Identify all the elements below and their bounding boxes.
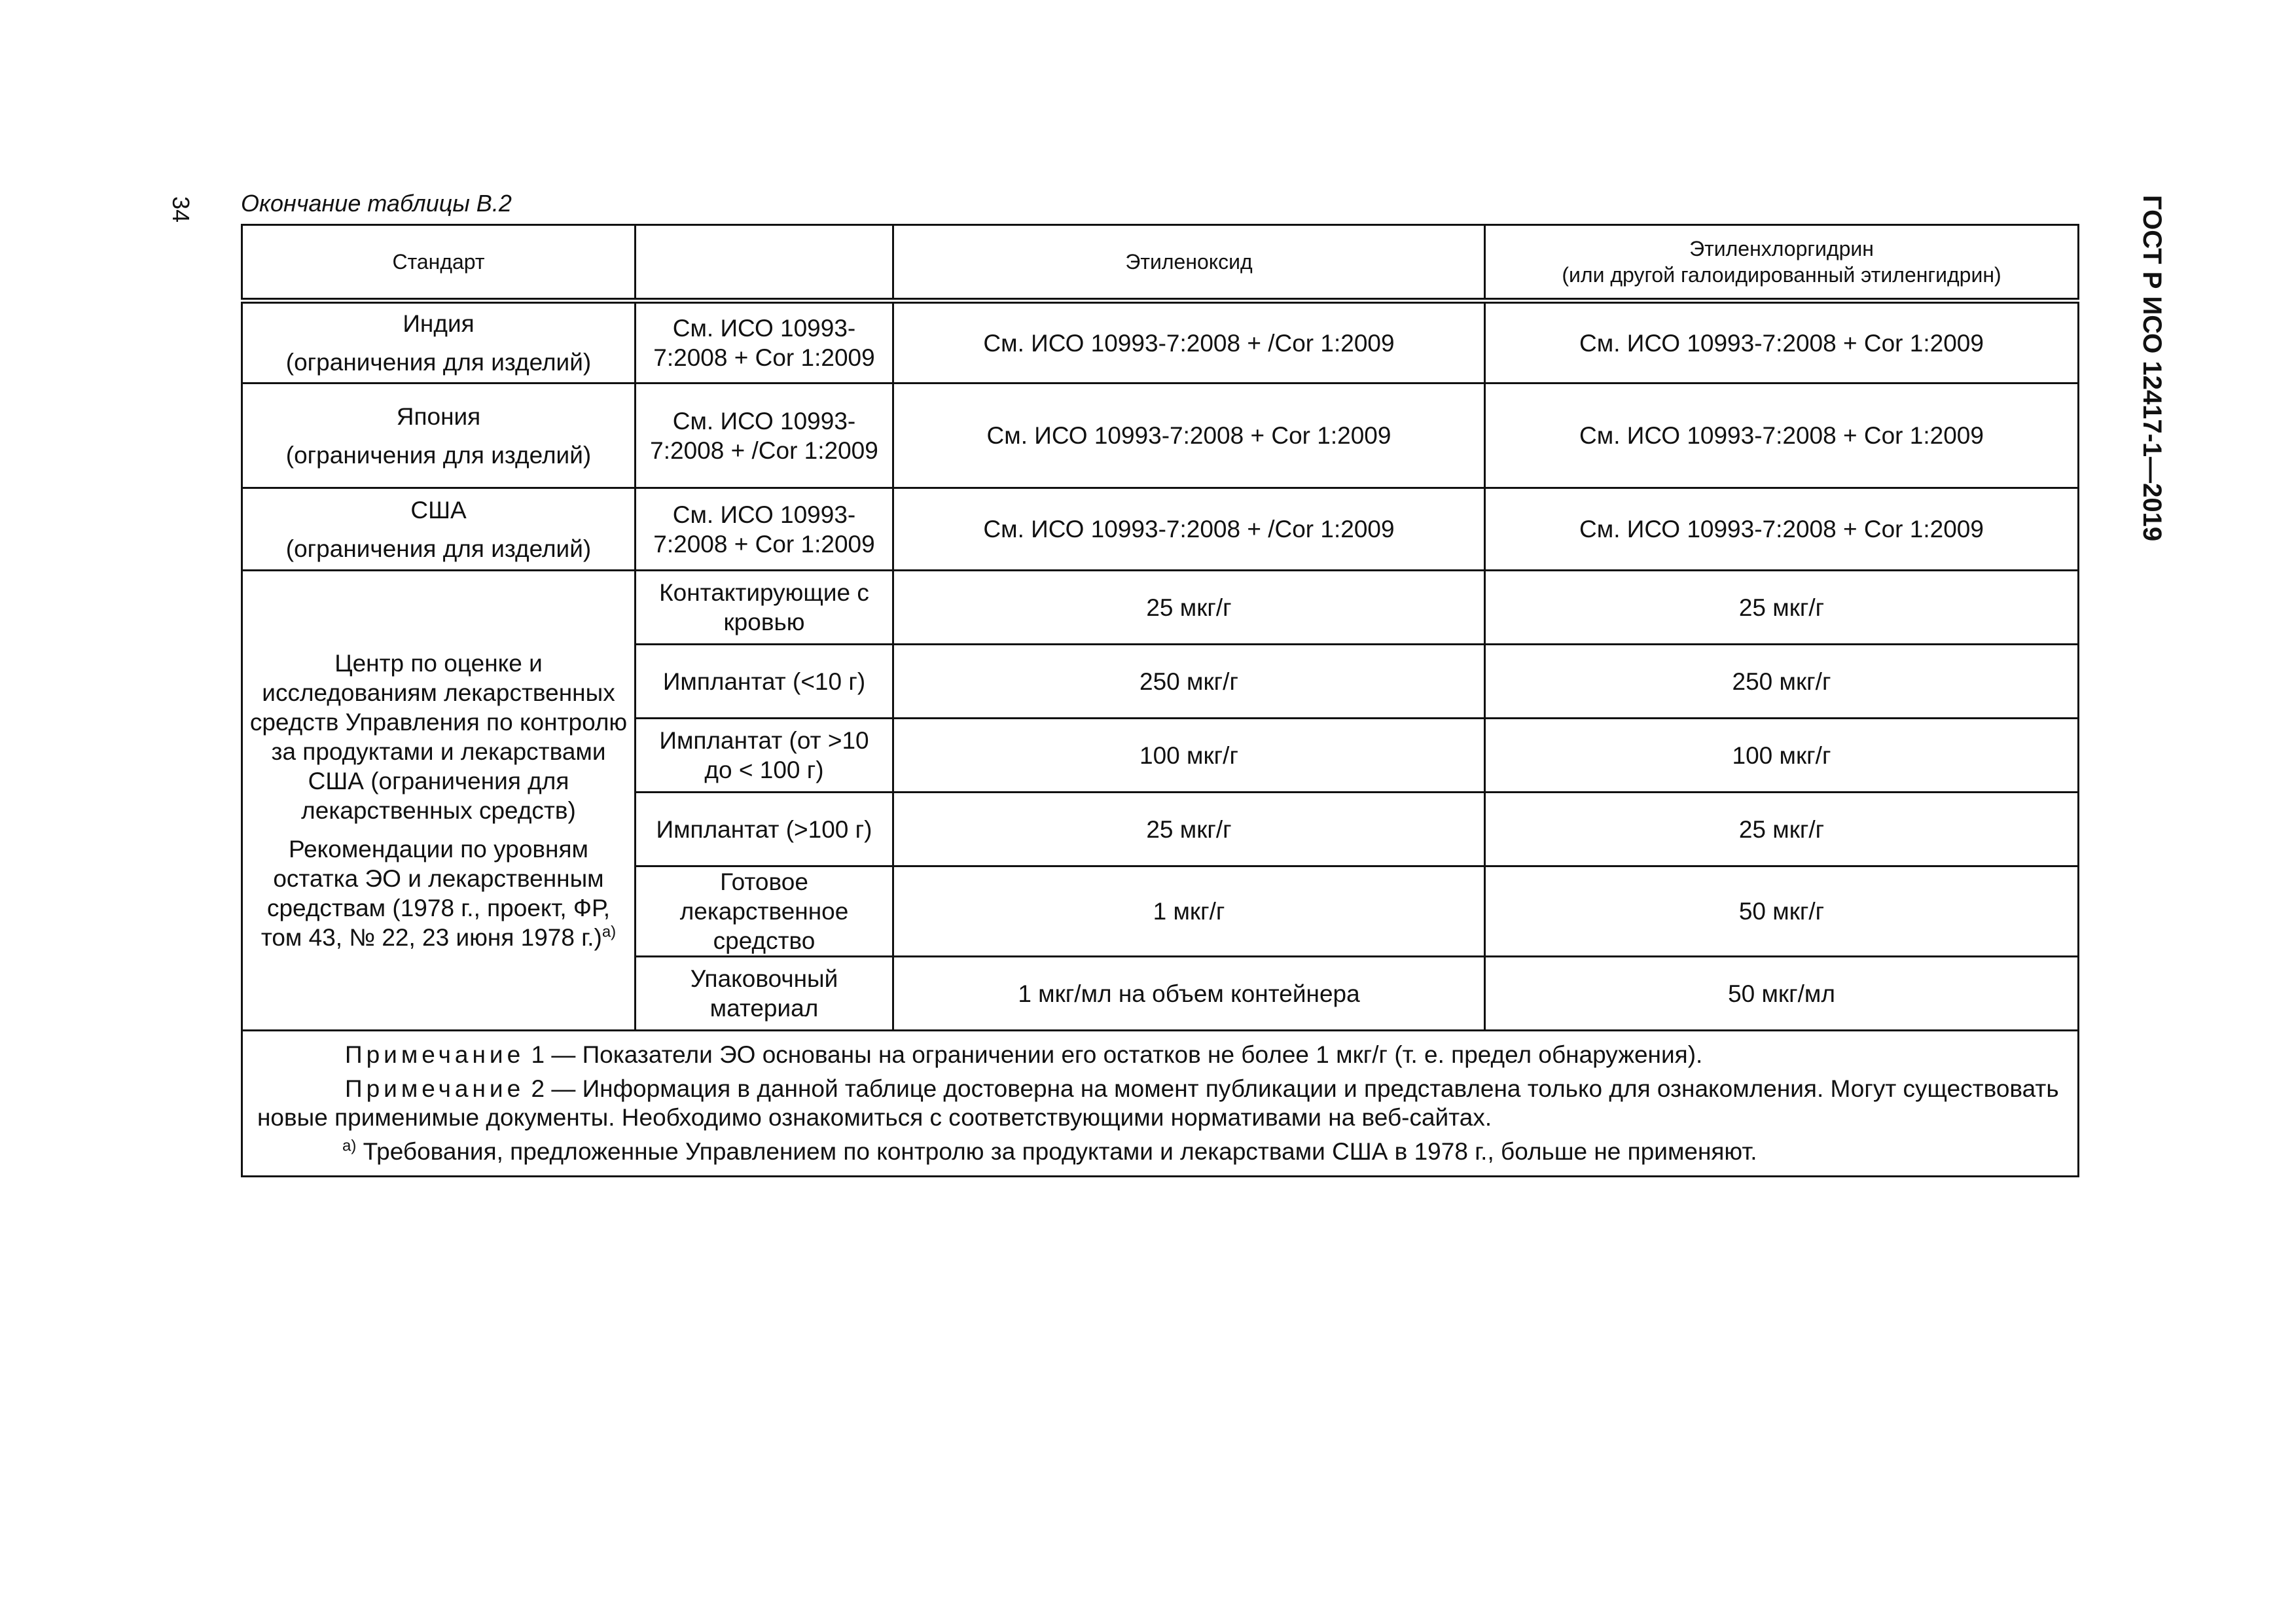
- footnote-mark: а): [601, 923, 617, 941]
- fda-standard-cell: [242, 571, 636, 1031]
- standard-cell: [242, 383, 636, 488]
- category-cell: Готовое лекарственное средство: [636, 866, 893, 957]
- ech-cell: 25 мкг/г: [1485, 571, 2079, 645]
- category-cell: Имплантат (>100 г): [636, 793, 893, 866]
- category-cell: Упаковочный материал: [636, 957, 893, 1031]
- category-cell: Имплантат (от >10 до < 100 г): [636, 719, 893, 793]
- eo-cell: См. ИСО 10993-7:2008 + /Cor 1:2009: [893, 488, 1485, 571]
- note-number: 2: [531, 1075, 545, 1102]
- footnote-a: [257, 1137, 2064, 1166]
- header-standard: Стандарт: [242, 225, 636, 301]
- ech-cell: См. ИСО 10993-7:2008 + Cor 1:2009: [1485, 301, 2079, 383]
- eo-cell: См. ИСО 10993-7:2008 + /Cor 1:2009: [893, 301, 1485, 383]
- note-label: Примечание: [345, 1041, 525, 1068]
- ech-cell: См. ИСО 10993-7:2008 + Cor 1:2009: [1485, 488, 2079, 571]
- ech-cell: См. ИСО 10993-7:2008 + Cor 1:2009: [1485, 383, 2079, 488]
- document-id: ГОСТ Р ИСО 12417-1—2019: [2138, 195, 2166, 542]
- eo-cell: 100 мкг/г: [893, 719, 1485, 793]
- col2-cell: См. ИСО 10993-7:2008 + Cor 1:2009: [636, 488, 893, 571]
- table-row-usa: [242, 488, 2079, 571]
- table-caption: Окончание таблицы В.2: [241, 190, 512, 217]
- col2-cell: См. ИСО 10993-7:2008 + Cor 1:2009: [636, 301, 893, 383]
- ech-cell: 50 мкг/г: [1485, 866, 2079, 957]
- eo-cell: 1 мкг/г: [893, 866, 1485, 957]
- col2-cell: См. ИСО 10993-7:2008 + /Cor 1:2009: [636, 383, 893, 488]
- ech-cell: 50 мкг/мл: [1485, 957, 2079, 1031]
- header-ethylene-oxide: Этиленоксид: [893, 225, 1485, 301]
- notes-row: [242, 1031, 2079, 1177]
- eo-cell: 25 мкг/г: [893, 793, 1485, 866]
- fda-recommendations-text: Рекомендации по уровням остатка ЭО и лекарственным средствам (1978 г., проект, ФР, том 43, № 22, 23 июня 1978 г.): [260, 836, 611, 951]
- footnote-text: Требования, предложенные Управлением по контролю за продуктами и лекарствами США в 1978 г., больше не применяют.: [363, 1138, 1757, 1165]
- standard-scope: (ограничения для изделий): [285, 535, 592, 562]
- notes-cell: [242, 1031, 2079, 1177]
- eo-cell: См. ИСО 10993-7:2008 + Cor 1:2009: [893, 383, 1485, 488]
- table-b2: [241, 224, 2079, 1177]
- ech-cell: 25 мкг/г: [1485, 793, 2079, 866]
- header-row: [242, 225, 2079, 301]
- standard-country: Индия: [403, 310, 475, 337]
- standard-cell: [242, 488, 636, 571]
- note-2: [257, 1075, 2064, 1132]
- note-text: — Информация в данной таблице достоверна на момент публикации и представлена только для ознакомления. Могут существовать новые применимые документы. Необходимо ознакомиться с соответствующими нормативами на веб-сайтах.: [257, 1075, 2059, 1131]
- category-cell: Имплантат (<10 г): [636, 645, 893, 719]
- table-row-fda-blood: [242, 571, 2079, 645]
- ech-cell: 100 мкг/г: [1485, 719, 2079, 793]
- footnote-mark: а): [342, 1137, 357, 1155]
- standard-cell: [242, 301, 636, 383]
- header-blank: [636, 225, 893, 301]
- table-row-india: [242, 301, 2079, 383]
- note-label: Примечание: [345, 1075, 525, 1102]
- standard-country: США: [410, 496, 467, 524]
- eo-cell: 25 мкг/г: [893, 571, 1485, 645]
- standard-scope: (ограничения для изделий): [285, 349, 592, 376]
- note-number: 1: [531, 1041, 545, 1068]
- category-cell: Контактирующие с кровью: [636, 571, 893, 645]
- fda-recommendations: [248, 834, 629, 952]
- note-1: [257, 1041, 2064, 1069]
- eo-cell: 250 мкг/г: [893, 645, 1485, 719]
- page-number: 34: [168, 196, 194, 223]
- ech-cell: 250 мкг/г: [1485, 645, 2079, 719]
- header-ech-line2: (или другой галоидированный этиленгидрин): [1562, 263, 2001, 287]
- note-text: — Показатели ЭО основаны на ограничении его остатков не более 1 мкг/г (т. е. предел обнаружения).: [551, 1041, 1703, 1068]
- table-row-japan: [242, 383, 2079, 488]
- header-ech-line1: Этиленхлоргидрин: [1689, 237, 1874, 260]
- eo-cell: 1 мкг/мл на объем контейнера: [893, 957, 1485, 1031]
- standard-country: Япония: [396, 402, 481, 430]
- standard-scope: (ограничения для изделий): [285, 441, 592, 469]
- fda-center-text: Центр по оценке и исследованиям лекарственных средств Управления по контролю за продуктами и лекарствами США (ограничения для лекарственных средств): [249, 650, 628, 824]
- header-ethylene-chlorohydrin: [1485, 225, 2079, 301]
